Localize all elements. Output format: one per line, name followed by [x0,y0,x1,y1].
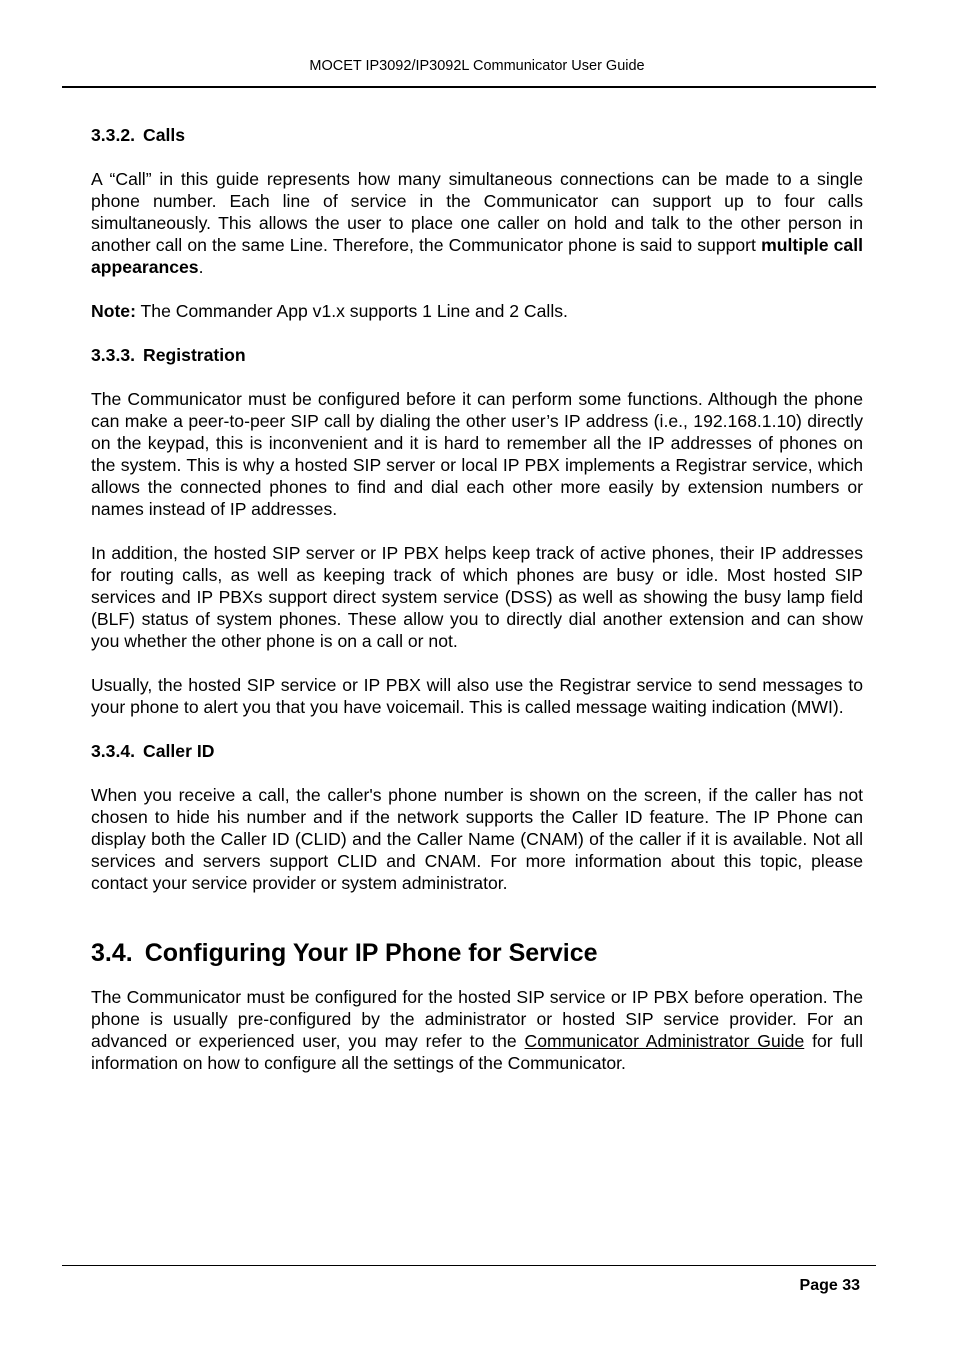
section-title: Configuring Your IP Phone for Service [144,939,598,967]
note-paragraph [91,300,863,322]
configuring-text: The Communicator must be configured for the hosted SIP service or IP PBX before operation. The phone is usually pre-configured by the administrator or hosted SIP service provider. For an advanced or experienced user, you may refer to the [91,987,863,1051]
section-title: Registration [143,345,246,365]
section-heading-caller-id [91,740,863,762]
registration-paragraph-1: The Communicator must be configured before it can perform some functions. Although the phone can make a peer-to-peer SIP call by dialing the other user’s IP address (i.e., 192.168.1.10) directly on the keypad, this is inconvenient and it is hard to remember all the IP addresses of phones on the system. This is why a hosted SIP server or local IP PBX implements a Registrar service, which allows the connected phones to find and dial each other more easily by extension numbers or names instead of IP addresses. [91,389,863,519]
admin-guide-reference: Communicator Administrator Guide [524,1031,805,1051]
page-content [91,124,863,1074]
section-number: 3.3.2. [91,125,136,145]
configuring-paragraph [91,986,863,1074]
section-heading-calls [91,124,863,146]
calls-paragraph [91,168,863,278]
calls-bold-text: multiple call appearances [91,235,863,277]
section-number: 3.3.4. [91,741,136,761]
footer-rule [62,1265,876,1266]
section-number: 3.4. [91,939,133,967]
calls-text-end: . [198,257,204,277]
section-heading-registration [91,344,863,366]
page-number: Page 33 [799,1277,860,1294]
section-number: 3.3.3. [91,345,136,365]
configuring-text-end: for full information on how to configure all the settings of the Communicator. [91,1031,863,1073]
caller-id-paragraph: When you receive a call, the caller's phone number is shown on the screen, if the caller has not chosen to hide his number and if the network supports the Caller ID feature. The IP Phone can display both the Caller ID (CLID) and the Caller Name (CNAM) of the caller if it is available. Not all services and servers support CLID and CNAM. For more information about this topic, please contact your service provider or system administrator. [91,785,863,893]
header-rule [62,86,876,88]
calls-text: A “Call” in this guide represents how many simultaneous connections can be made to a single phone number. Each line of service in the Communicator can support up to four calls simultaneously. This allows the user to place one caller on hold and talk to the other person in another call on the same Line. Therefore, the Communicator phone is said to support [91,169,863,255]
registration-paragraph-3: Usually, the hosted SIP service or IP PBX will also use the Registrar service to send messages to your phone to alert you that you have voicemail. This is called message waiting indication (MWI). [91,675,863,717]
section-title: Calls [143,125,186,145]
section-heading-configuring [91,938,863,968]
page-header: MOCET IP3092/IP3092L Communicator User Guide [309,58,645,74]
note-text: The Commander App v1.x supports 1 Line and 2 Calls. [135,301,568,321]
note-label: Note: [91,301,136,321]
section-title: Caller ID [143,741,215,761]
registration-paragraph-2: In addition, the hosted SIP server or IP PBX helps keep track of active phones, their IP addresses for routing calls, as well as keeping track of which phones are busy or idle. Most hosted SIP services and IP PBXs support direct system service (DSS) as well as showing the busy lamp field (BLF) status of system phones. These allow you to directly dial another extension and can show you whether the other phone is on a call or not. [91,543,863,651]
